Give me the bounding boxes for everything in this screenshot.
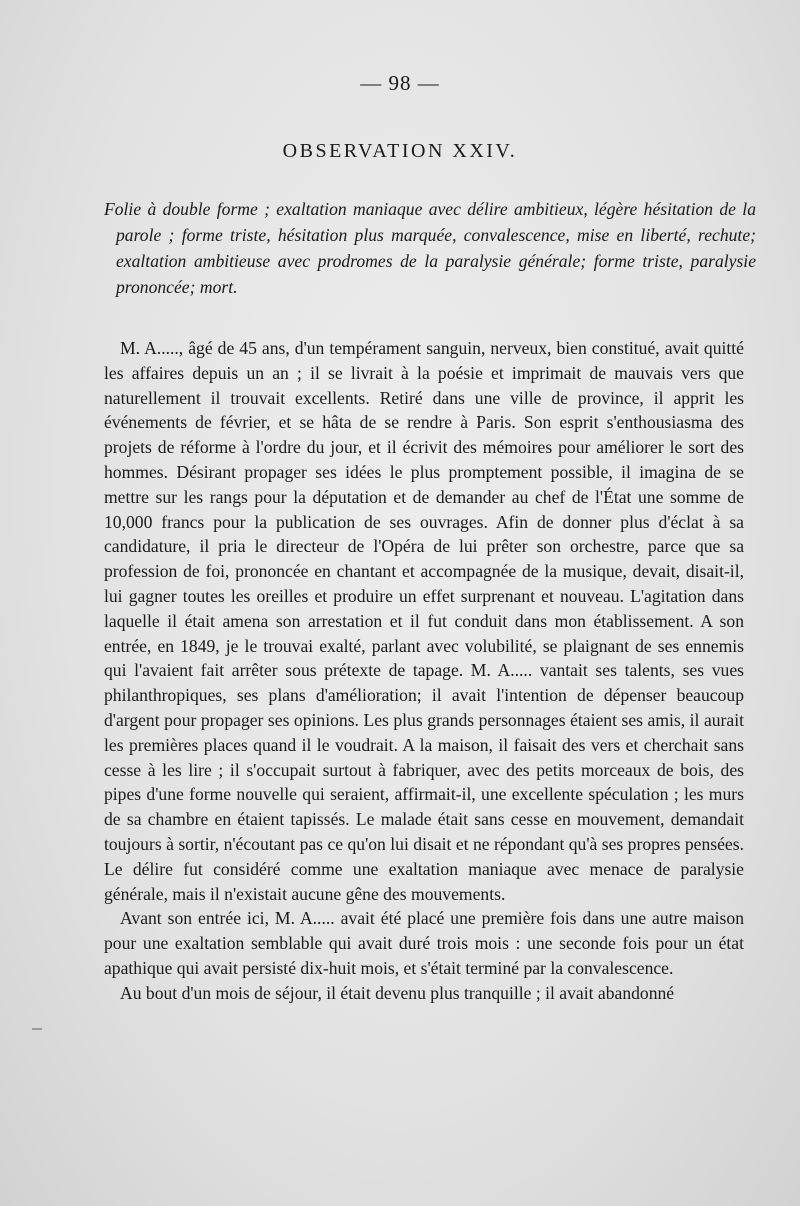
- case-summary: Folie à double forme ; exaltation maniaque avec délire ambitieux, légère hésitation de la parole ; forme triste, hésitation plus marquée, convalescence, mise en liberté, rechute; exaltation ambitieuse avec prodromes de la paralysie générale; forme triste, paralysie prononcée; mort.: [104, 199, 756, 297]
- margin-mark: [32, 1028, 42, 1030]
- paragraph-1: M. A....., âgé de 45 ans, d'un tempérament sanguin, nerveux, bien constitué, avait quitté les affaires depuis un an ; il se livrait à la poésie et imprimait de mauvais vers que naturellement il trouvait excellents. Retiré dans une ville de province, il apprit les événements de février, et se hâta de se rendre à Paris. Son esprit s'enthousiasma des projets de réforme à l'ordre du jour, et il écrivit des mémoires pour améliorer le sort des hommes. Désirant propager ses idées le plus promptement possible, il imagina de se mettre sur les rangs pour la députation et de demander au chef de l'État une somme de 10,000 francs pour la publication de ses ouvrages. Afin de donner plus d'éclat à sa candidature, il pria le directeur de l'Opéra de lui prêter son orchestre, parce que sa profession de foi, prononcée en chantant et accompagnée de la musique, devait, disait-il, lui gagner toutes les oreilles et produire un effet surprenant et nouveau. L'agitation dans laquelle il était amena son arrestation et il fut conduit dans mon établissement. A son entrée, en 1849, je le trouvai exalté, parlant avec volubilité, se plaignant de ses ennemis qui l'avaient fait arrêter sous prétexte de tapage. M. A..... vantait ses talents, ses vues philanthropiques, ses plans d'amélioration; il avait l'intention de dépenser beaucoup d'argent pour propager ses opinions. Les plus grands personnages étaient ses amis, il aurait les premières places quand il le voudrait. A la maison, il faisait des vers et cherchait sans cesse à les lire ; il s'occupait surtout à fabriquer, avec des petits morceaux de bois, des pipes d'une forme nouvelle qui seraient, affirmait-il, une excellente spéculation ; les murs de sa chambre en étaient tapissés. Le malade était sans cesse en mouvement, demandait toujours à sortir, n'écoutant pas ce qu'on lui disait et ne répondant qu'à ses propres pensées. Le délire fut considéré comme une exaltation maniaque avec menace de paralysie générale, mais il n'existait aucune gêne des mouvements.: [104, 338, 744, 904]
- paragraph-2: Avant son entrée ici, M. A..... avait été placé une première fois dans une autre maison pour une exaltation semblable qui avait duré trois mois : une seconde fois pour un état apathique qui avait persisté dix-huit mois, et s'était terminé par la convalescence.: [104, 908, 744, 978]
- observation-title: OBSERVATION XXIV.: [282, 140, 518, 162]
- case-body: [104, 336, 744, 1006]
- paragraph-3: Au bout d'un mois de séjour, il était devenu plus tranquille ; il avait abandonné: [120, 982, 675, 1003]
- page-number: — 98 —: [360, 71, 440, 95]
